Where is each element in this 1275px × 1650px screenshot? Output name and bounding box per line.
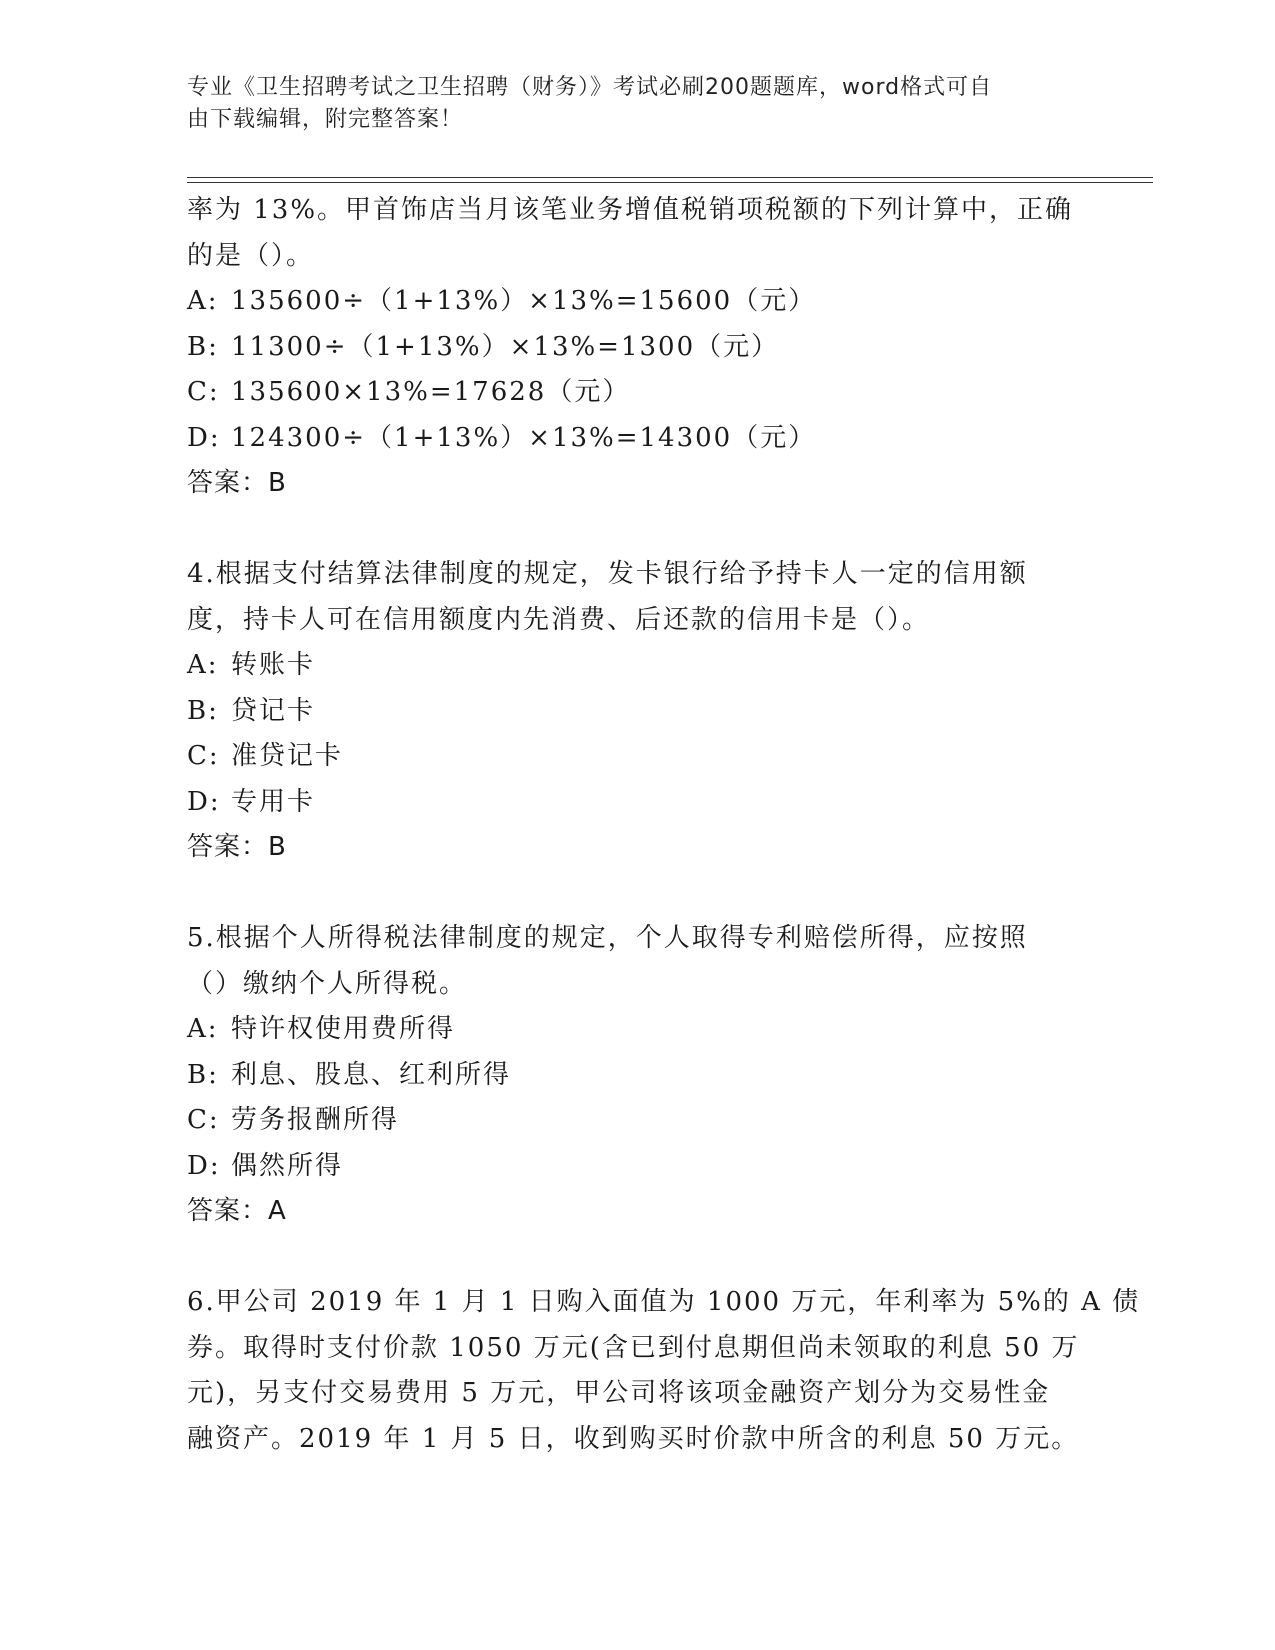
question-stem-line: 元)，另支付交易费用 5 万元，甲公司将该项金融资产划分为交易性金 [187, 1378, 1051, 1408]
option-text: 利息、股息、红利所得 [231, 1059, 512, 1090]
option-d [187, 416, 1087, 462]
header-divider-bottom [187, 182, 1153, 183]
page-header [187, 72, 1067, 136]
option-a [187, 643, 1087, 689]
option-text: 124300÷（1+13%）×13%=14300（元） [231, 422, 817, 453]
spacer [187, 507, 1087, 553]
question-3 [187, 188, 1087, 507]
option-label: A: [187, 1014, 219, 1044]
option-text: 135600×13%=17628（元） [231, 377, 631, 407]
header-divider-top [187, 177, 1153, 178]
question-stem-line: 4.根据支付结算法律制度的规定，发卡银行给予持卡人一定的信用额 [187, 559, 1028, 589]
question-list [187, 188, 1141, 1462]
option-text: 贷记卡 [231, 695, 316, 726]
question-stem-line: 券。取得时支付价款 1050 万元(含已到付息期但尚未领取的利息 50 万 [187, 1332, 1080, 1363]
question-5 [187, 916, 1087, 1235]
option-text: 转账卡 [231, 650, 316, 680]
option-label: A: [187, 286, 219, 316]
option-text: 劳务报酬所得 [231, 1105, 400, 1135]
option-label: C: [187, 741, 220, 771]
option-a [187, 279, 1087, 325]
option-label: D: [187, 422, 221, 453]
option-b [187, 689, 1087, 735]
question-stem-line: 融资产。2019 年 1 月 5 日，收到购买时价款中所含的利息 50 万元。 [187, 1423, 1080, 1454]
spacer [187, 871, 1087, 917]
header-line-2: 由下载编辑，附完整答案！ [187, 107, 464, 132]
answer-line: 答案：B [187, 468, 287, 498]
option-label: B: [187, 331, 219, 362]
option-b [187, 325, 1087, 371]
option-text: 特许权使用费所得 [231, 1014, 456, 1044]
spacer [187, 1235, 1087, 1281]
option-a [187, 1007, 1087, 1053]
option-c [187, 370, 1087, 416]
question-stem-line: 6.甲公司 2019 年 1 月 1 日购入面值为 1000 万元，年利率为 5%的 A 债 [187, 1287, 1141, 1317]
option-label: D: [187, 1150, 221, 1181]
option-d [187, 1144, 1087, 1190]
header-line-1: 专业《卫生招聘考试之卫生招聘（财务）》考试必刷200题题库，word格式可自 [187, 75, 993, 100]
option-label: A: [187, 650, 219, 680]
option-c [187, 734, 1087, 780]
question-6 [187, 1280, 1141, 1462]
option-text: 专用卡 [231, 786, 316, 817]
option-text: 偶然所得 [231, 1150, 344, 1181]
question-stem-line: 5.根据个人所得税法律制度的规定，个人取得专利赔偿所得，应按照 [187, 923, 1028, 953]
option-text: 11300÷（1+13%）×13%=1300（元） [231, 331, 780, 362]
question-stem-line: （）缴纳个人所得税。 [187, 968, 468, 999]
option-text: 准贷记卡 [231, 741, 344, 771]
option-label: C: [187, 377, 220, 407]
option-label: D: [187, 786, 221, 817]
option-c [187, 1098, 1087, 1144]
option-d [187, 780, 1087, 826]
question-stem-line: 度，持卡人可在信用额度内先消费、后还款的信用卡是（）。 [187, 604, 931, 635]
answer-line: 答案：B [187, 832, 287, 862]
question-stem-line: 的是（）。 [187, 240, 315, 271]
answer-line: 答案：A [187, 1196, 287, 1226]
question-4 [187, 552, 1087, 871]
option-b [187, 1053, 1087, 1099]
option-label: B: [187, 695, 219, 726]
option-label: B: [187, 1059, 219, 1090]
option-label: C: [187, 1105, 220, 1135]
option-text: 135600÷（1+13%）×13%=15600（元） [231, 286, 817, 316]
question-stem-line: 率为 13%。甲首饰店当月该笔业务增值税销项税额的下列计算中，正确 [187, 195, 1074, 225]
